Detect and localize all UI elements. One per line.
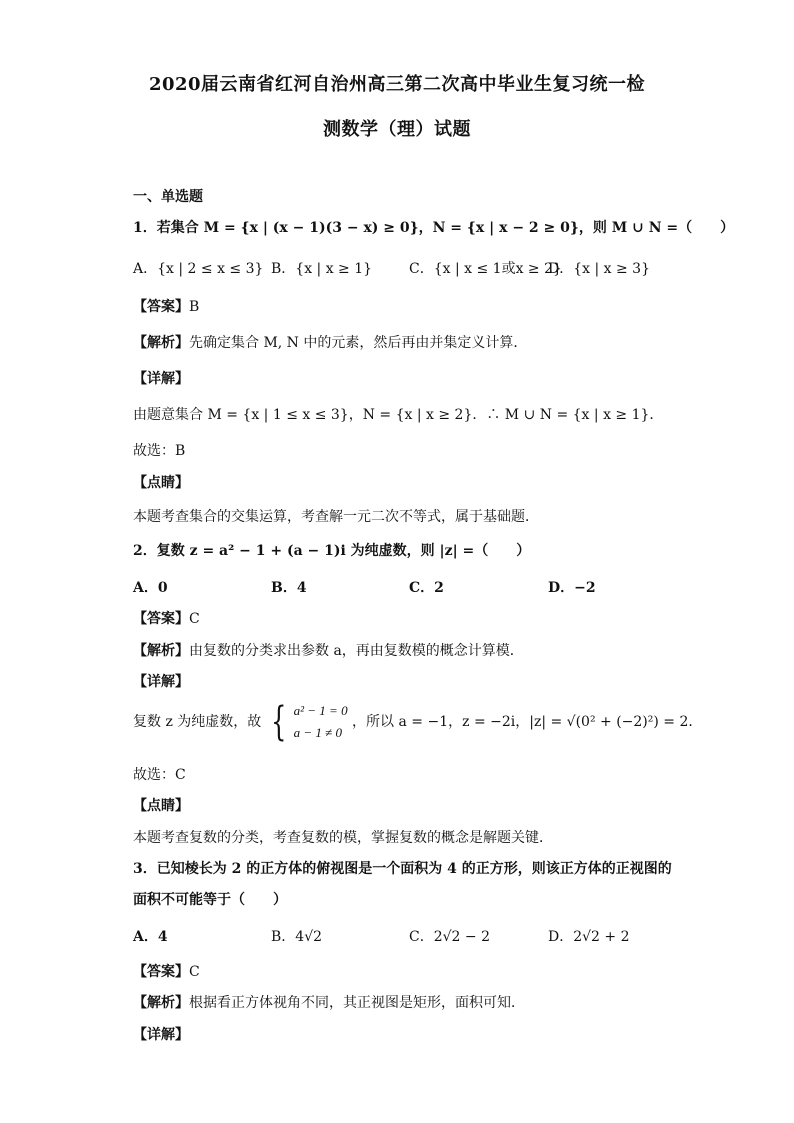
q2-detail-prefix: 复数 z 为纯虚数，故	[133, 714, 262, 730]
system-equation-1: a² − 1 = 0	[293, 703, 348, 718]
q1-option-b: B．{x | x ≥ 1}	[271, 261, 373, 277]
q1-analysis	[133, 332, 527, 352]
q2-option-c: C．2	[409, 580, 444, 596]
q2-option-d: D．−2	[548, 580, 596, 596]
q2-stem: 2．复数 z = a² − 1 + (a − 1)i 为纯虚数，则 |z| =（ ）	[133, 543, 531, 559]
q3-answer	[133, 961, 200, 981]
q1-detail-label: 【详解】	[133, 371, 189, 387]
document-title-line-2: 测数学（理）试题	[323, 119, 471, 140]
q3-answer-value: C	[189, 964, 200, 980]
q2-detail-label: 【详解】	[133, 674, 189, 690]
q1-option-a: A．{x | 2 ≤ x ≤ 3}	[133, 261, 264, 277]
q3-detail-label: 【详解】	[133, 1027, 189, 1043]
q1-answer	[133, 296, 199, 316]
answer-label: 【答案】	[133, 964, 189, 980]
section-heading: 一、单选题	[133, 189, 203, 205]
document-title-line-1: 2020届云南省红河自治州高三第二次高中毕业生复习统一检	[148, 74, 646, 95]
q2-detail-text	[133, 700, 702, 744]
analysis-label: 【解析】	[133, 335, 189, 351]
q1-analysis-text: 先确定集合 M, N 中的元素，然后再由并集定义计算．	[189, 335, 528, 351]
equation-system	[294, 700, 348, 744]
q3-option-d: D．2√2 + 2	[548, 929, 630, 945]
q3-option-a: A．4	[133, 929, 168, 945]
q2-choice: 故选：C	[133, 767, 186, 783]
system-equation-2: a − 1 ≠ 0	[293, 725, 343, 740]
q1-option-d: D．{x | x ≥ 3}	[548, 261, 650, 277]
q3-option-c: C．2√2 − 2	[409, 929, 490, 945]
q1-detail-text: 由题意集合 M = {x | 1 ≤ x ≤ 3}，N = {x | x ≥ 2}．∴ M ∪ N = {x | x ≥ 1}．	[133, 407, 664, 423]
q1-answer-value: B	[189, 299, 200, 315]
q2-detail-suffix: ，所以 a = −1，z = −2i，|z| = √(0² + (−2)²) = 2．	[352, 714, 703, 730]
q3-analysis-text: 根据看正方体视角不同，其正视图是矩形，面积可知．	[189, 995, 525, 1011]
q1-option-c: C．{x | x ≤ 1或x ≥ 2}	[409, 261, 562, 277]
answer-label: 【答案】	[133, 299, 189, 315]
q2-option-a: A．0	[133, 580, 168, 596]
analysis-label: 【解析】	[133, 643, 189, 659]
q2-answer-value: C	[189, 611, 200, 627]
q1-comment-label: 【点睛】	[133, 475, 189, 491]
q3-analysis	[133, 992, 525, 1012]
q2-comment-text: 本题考查复数的分类，考查复数的模，掌握复数的概念是解题关键．	[133, 830, 553, 846]
q2-option-b: B．4	[271, 580, 307, 596]
q2-analysis	[133, 640, 524, 660]
analysis-label: 【解析】	[133, 995, 189, 1011]
answer-label: 【答案】	[133, 611, 189, 627]
q1-comment-text: 本题考查集合的交集运算，考查解一元二次不等式，属于基础题．	[133, 509, 539, 525]
q2-analysis-text: 由复数的分类求出参数 a，再由复数模的概念计算模．	[189, 643, 524, 659]
q2-comment-label: 【点睛】	[133, 798, 189, 814]
q1-choice: 故选：B	[133, 443, 186, 459]
q2-answer	[133, 608, 200, 628]
q3-option-b: B．4√2	[271, 929, 323, 945]
q1-stem: 1．若集合 M = {x | (x − 1)(3 − x) ≥ 0}，N = {x | x − 2 ≥ 0}，则 M ∪ N =（ ）	[133, 220, 735, 236]
brace-symbol: {	[270, 699, 287, 745]
q3-stem-line-1: 3．已知棱长为 2 的正方体的俯视图是一个面积为 4 的正方形，则该正方体的正视图的	[133, 861, 672, 877]
q3-stem-line-2: 面积不可能等于（ ）	[133, 892, 287, 908]
